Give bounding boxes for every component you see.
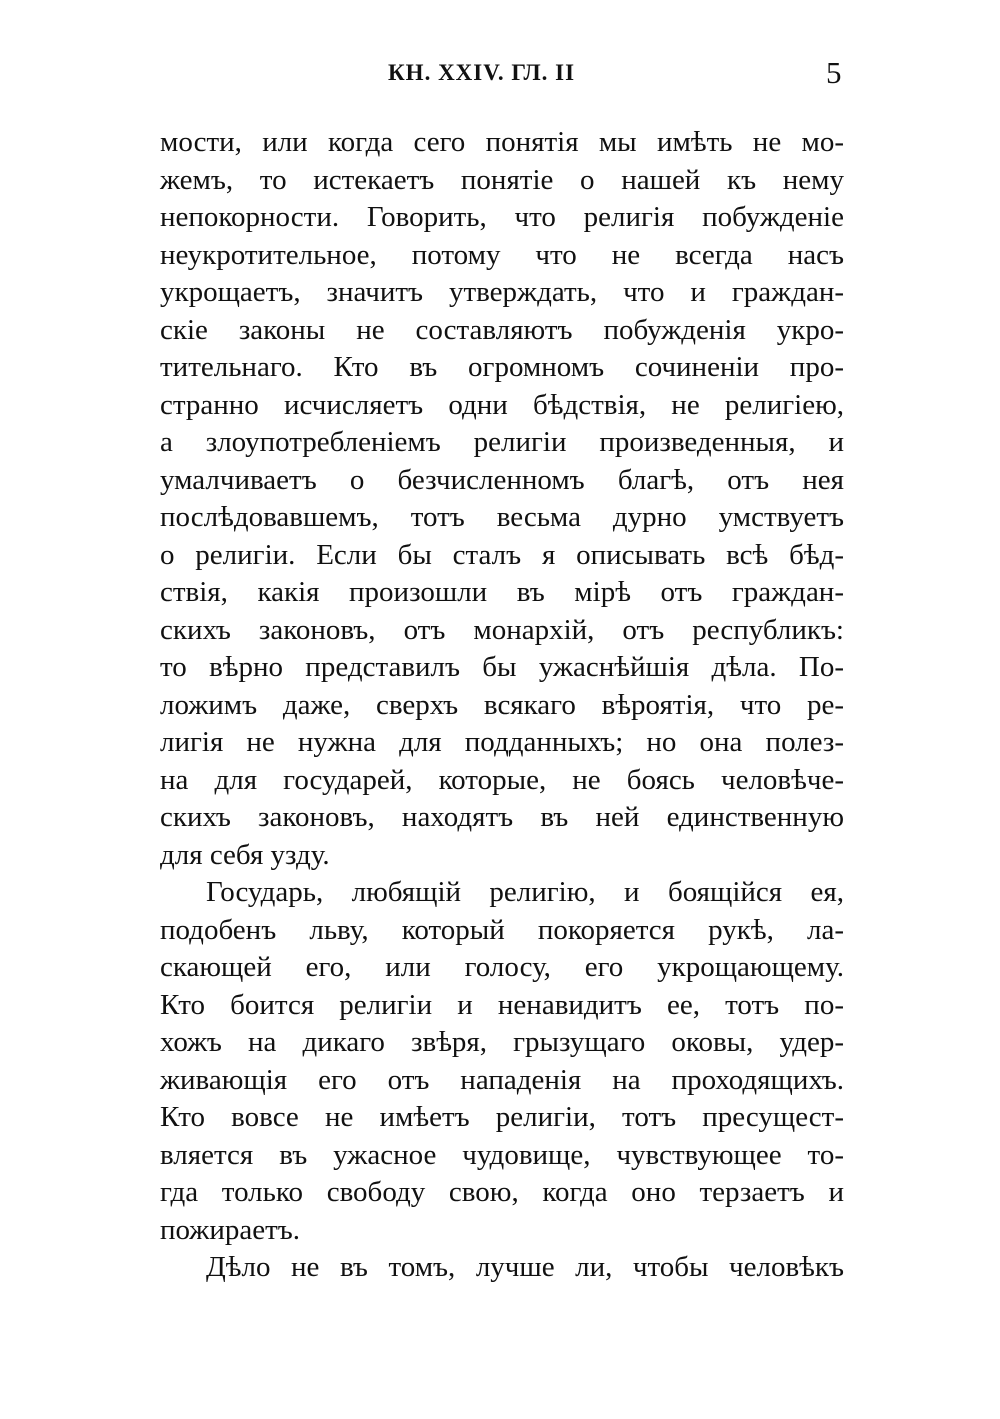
text-line: Государь, любящій религію, и боящійся ея,: [206, 876, 844, 908]
paragraph: [160, 1249, 844, 1287]
text-line: вляется въ ужасное чудовище, чувствующее то-: [160, 1138, 844, 1171]
text-line: то вѣрно представилъ бы ужаснѣйшія дѣла. По-: [160, 651, 844, 683]
text-line: Дѣло не въ томъ, лучше ли, чтобы человѣкъ: [206, 1251, 844, 1283]
text-line: скающей его, или голосу, его укрощающему.: [160, 951, 844, 983]
body-text: [160, 124, 844, 1287]
paragraph: [160, 874, 844, 1249]
text-line: а злоупотребленіемъ религіи произведенныя, и: [160, 426, 844, 458]
text-line: хожъ на дикаго звѣря, грызущаго оковы, удер-: [160, 1026, 844, 1058]
text-line: пожираетъ.: [160, 1213, 301, 1246]
text-line: гда только свободу свою, когда оно терзаетъ и: [160, 1176, 844, 1208]
text-line: мости, или когда сего понятія мы имѣть не мо-: [160, 126, 844, 158]
text-line: лигія не нужна для подданныхъ; но она полез-: [160, 726, 844, 758]
text-line: для себя узду.: [160, 838, 330, 871]
text-line: непокорности. Говорить, что религія побужденіе: [160, 201, 844, 233]
text-line: о религіи. Если бы сталъ я описывать всѣ бѣд-: [160, 538, 844, 571]
text-line: подобенъ льву, который покоряется рукѣ, ла-: [160, 913, 844, 946]
text-line: скіе законы не составляютъ побужденія укро-: [160, 313, 844, 346]
text-line: Кто вовсе не имѣетъ религіи, тотъ пресущест-: [160, 1101, 844, 1133]
text-line: неукротительное, потому что не всегда насъ: [160, 238, 844, 271]
text-line: послѣдовавшемъ, тотъ весьма дурно умствуетъ: [160, 501, 844, 533]
text-line: живающія его отъ нападенія на проходящихъ.: [160, 1063, 844, 1096]
text-line: скихъ законовъ, отъ монархій, отъ республикъ:: [160, 613, 844, 646]
text-line: Кто боится религіи и ненавидитъ ее, тотъ по-: [160, 988, 844, 1021]
page-number: 5: [826, 55, 842, 90]
text-line: жемъ, то истекаетъ понятіе о нашей къ нему: [160, 163, 844, 196]
text-line: тительнаго. Кто въ огромномъ сочиненіи про-: [160, 351, 844, 383]
text-line: укрощаетъ, значитъ утверждать, что и граждан-: [160, 276, 844, 308]
text-line: ствія, какія произошли въ мірѣ отъ граждан-: [160, 576, 844, 608]
text-line: скихъ законовъ, находятъ въ ней единственную: [160, 801, 844, 833]
running-header: КН. XXIV. ГЛ. II: [388, 60, 576, 85]
text-line: странно исчисляетъ одни бѣдствія, не религіею,: [160, 388, 844, 421]
paragraph: [160, 124, 844, 874]
text-line: умалчиваетъ о безчисленномъ благѣ, отъ нея: [160, 463, 844, 496]
text-line: на для государей, которые, не боясь человѣче-: [160, 763, 844, 796]
text-line: ложимъ даже, сверхъ всякаго вѣроятія, что ре-: [160, 688, 844, 721]
